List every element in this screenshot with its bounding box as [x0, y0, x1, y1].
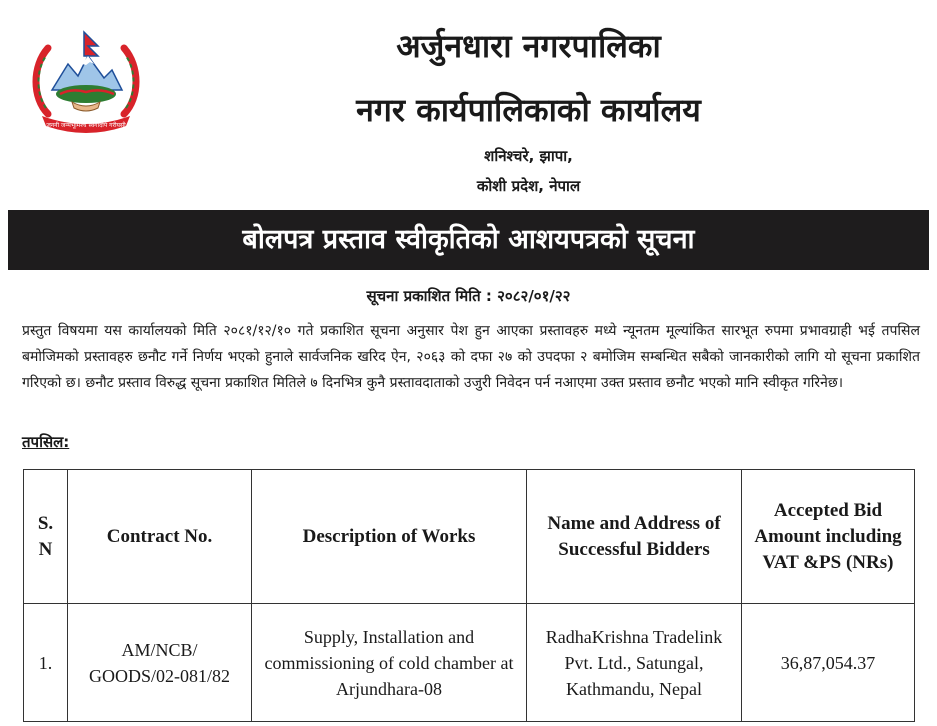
- col-header-amount: Accepted Bid Amount including VAT &PS (NRs): [742, 470, 915, 604]
- svg-text:जननी जन्मभूमिश्च स्वर्गादपि गर: जननी जन्मभूमिश्च स्वर्गादपि गरीयसी: [46, 122, 126, 129]
- table-row: [24, 604, 915, 722]
- notice-body: प्रस्तुत विषयमा यस कार्यालयको मिति २०८१/१२/१० गते प्रकाशित सूचना अनुसार पेश हुन आएका प्रस्तावहरु मध्ये न्यूनतम मूल्यांकित सारभूत रुपमा प्रभावग्राही भई तपसिल बमोजिमको प्रस्तावहरु छनौट गर्ने निर्णय भएको हुनाले सार्वजनिक खरिद ऐन, २०६३ को दफा २७ को उपदफा २ बमोजिम सम्बन्धित सबैको जानकारीको लागि यो सूचना प्रकाशित गरिएको छ। छनौट प्रस्ताव विरुद्ध सूचना प्रकाशित मितिले ७ दिनभित्र कुनै प्रस्तावदाताको उजुरी निवेदन पर्न नआएमा उक्त प्रस्ताव छनौट भएको मानि स्वीकृत गरिनेछ।: [22, 323, 920, 391]
- office-name: नगर कार्यपालिकाको कार्यालय: [356, 91, 701, 129]
- cell-description: Supply, Installation and commissioning of cold chamber at Arjundhara-08: [252, 604, 527, 722]
- municipality-name: अर्जुनधारा नगरपालिका: [396, 27, 661, 65]
- col-header-bidder: Name and Address of Successful Bidders: [527, 470, 742, 604]
- details-label: तपसिल:: [22, 433, 70, 451]
- address-line-2: कोशी प्रदेश, नेपाल: [476, 177, 581, 195]
- published-date: सूचना प्रकाशित मिति : २०८२/०१/२२: [366, 287, 571, 305]
- award-table: [23, 469, 915, 722]
- table-header-row: [24, 470, 915, 604]
- cell-bidder: RadhaKrishna Tradelink Pvt. Ltd., Satungal, Kathmandu, Nepal: [527, 604, 742, 722]
- cell-contract-no: AM/NCB/ GOODS/02-081/82: [68, 604, 252, 722]
- col-header-description: Description of Works: [252, 470, 527, 604]
- notice-title-banner: बोलपत्र प्रस्ताव स्वीकृतिको आशयपत्रको सूचना: [8, 210, 929, 270]
- col-header-sn: S. N: [24, 470, 68, 604]
- cell-amount: 36,87,054.37: [742, 604, 915, 722]
- address-line-1: शनिश्चरे, झापा,: [484, 147, 573, 165]
- cell-sn: 1.: [24, 604, 68, 722]
- col-header-contract-no: Contract No.: [68, 470, 252, 604]
